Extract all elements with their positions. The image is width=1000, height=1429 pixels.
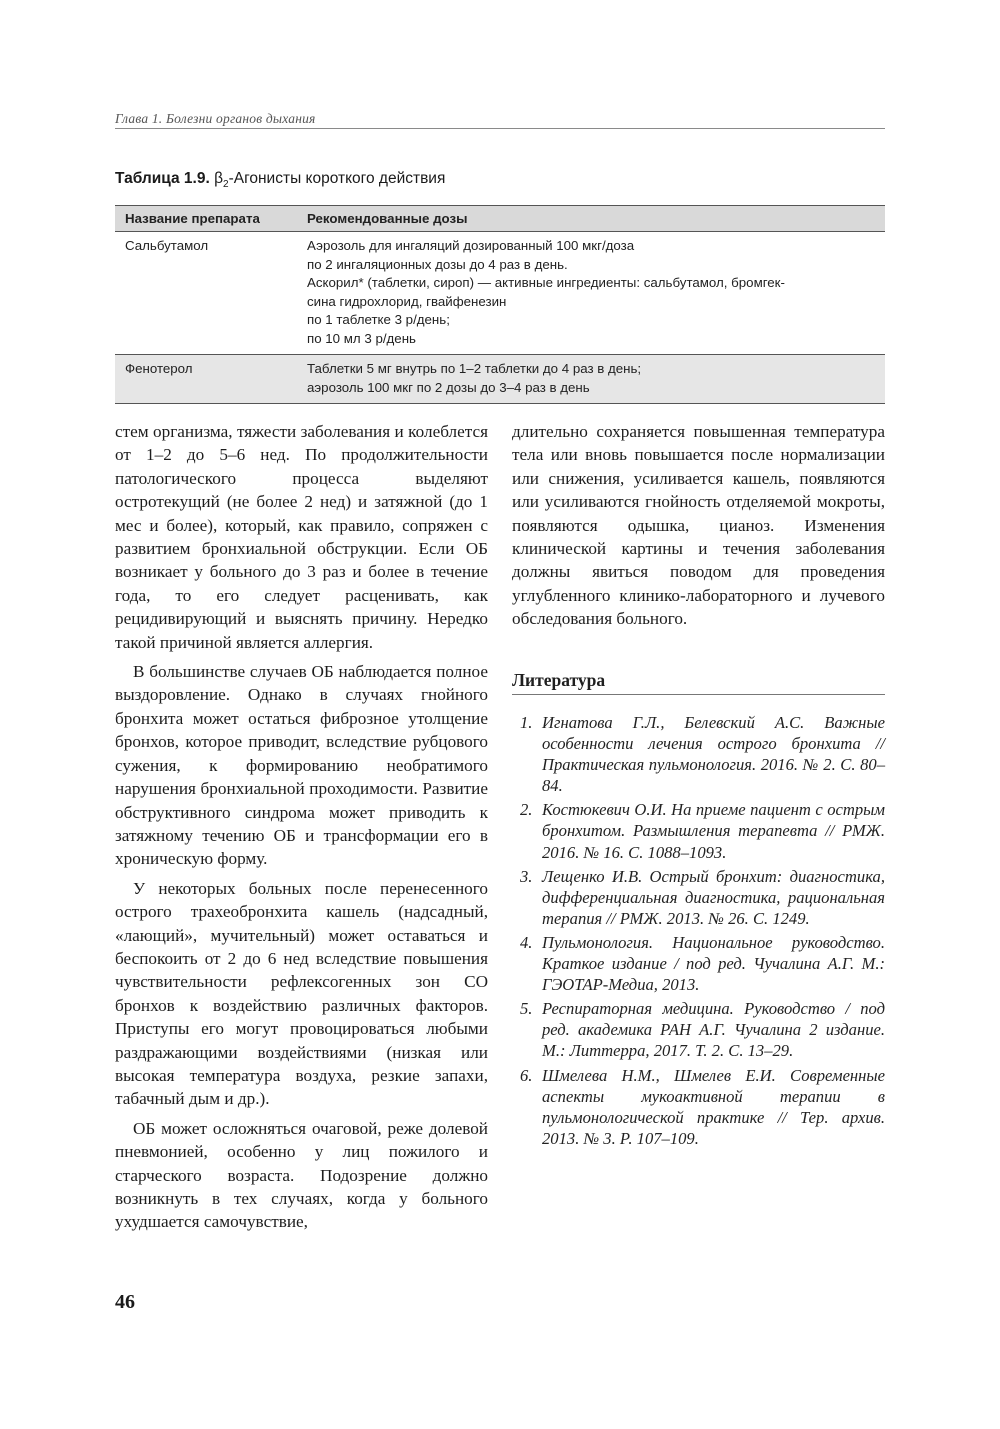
dose-line: Аскорил* (таблетки, сироп) — активные ингредиенты: сальбутамол, бромгек- bbox=[307, 275, 785, 290]
reference-item bbox=[512, 932, 885, 995]
dose-line: по 10 мл 3 р/день bbox=[307, 330, 416, 346]
reference-number: 3. bbox=[520, 866, 533, 886]
dose-line: Таблетки 5 мг внутрь по 1–2 таблетки до 4 раз в день; bbox=[307, 361, 642, 376]
dose-line: по 1 таблетке 3 р/день; bbox=[307, 312, 450, 327]
drug-doses bbox=[297, 232, 885, 355]
table-caption-subscript: 2 bbox=[223, 179, 229, 191]
table-caption-beta: β bbox=[214, 170, 223, 187]
reference-text: Лещенко И.В. Острый бронхит: диагностика, дифференциальная диагностика, рациональная терапия // РМЖ. 2013. № 26. С. 1249. bbox=[542, 866, 885, 928]
body-column-left bbox=[115, 420, 488, 1234]
drug-dosage-table bbox=[115, 205, 885, 404]
reference-number: 6. bbox=[520, 1065, 533, 1085]
body-paragraph: В большинстве случаев ОБ наблюдается полное выздоровление. Однако в случаях гнойного бронхита может остаться фиброзное утолщение бронхов, которое приводит, вследствие рубцового сужения, к формированию необратимого нарушения бронхиальной проходимости. Развитие обструктивного синдрома может приводить к затяжному течению ОБ и трансформации его в хроническую форму. bbox=[115, 662, 488, 869]
table-row bbox=[115, 232, 885, 355]
table-caption-text: -Агонисты короткого действия bbox=[228, 170, 446, 187]
body-paragraph: стем организма, тяжести заболевания и колеблется от 1–2 до 5–6 нед. По продолжительности патологического процесса выделяют остротекущий (не более 2 нед) и затяжной (до 1 мес и более), который, как правило, сопряжен с развитием бронхиальной обструкции. Если ОБ возникает у больного до 3 раз и более в течение года, то его следует расценивать, как рецидивирующий и выяснять причину. Нередко такой причиной является аллергия. bbox=[115, 422, 488, 652]
literature-heading: Литература bbox=[512, 670, 606, 690]
drug-name: Сальбутамол bbox=[125, 238, 209, 253]
table-caption bbox=[115, 170, 445, 190]
dose-line: по 2 ингаляционных дозы до 4 раз в день. bbox=[307, 256, 568, 272]
header-rule bbox=[115, 128, 885, 129]
reference-list bbox=[512, 712, 885, 1152]
literature-rule bbox=[512, 694, 885, 695]
reference-text: Респираторная медицина. Руководство / под ред. академика РАН А.Г. Чучалина 2 издание. М.: Литтерра, 2017. Т. 2. С. 13–29. bbox=[542, 999, 885, 1061]
table-row bbox=[115, 355, 885, 404]
body-paragraph: длительно сохраняется повышенная температура тела или вновь повышается после нормализации или снижения, усиливается кашель, появляются или усиливаются гнойность отделяемой мокроты, появляются одышка, цианоз. Изменения клинической картины и течения заболевания должны явиться поводом для проведения углубленного клинико-лабораторного и лучевого обследования больного. bbox=[512, 422, 885, 629]
reference-number: 4. bbox=[520, 932, 533, 952]
drug-doses bbox=[297, 355, 885, 404]
reference-item bbox=[512, 712, 885, 796]
running-head: Глава 1. Болезни органов дыхания bbox=[115, 111, 316, 126]
reference-text: Пульмонология. Национальное руководство. Краткое издание / под ред. Чучалина А.Г. М.: ГЭОТАР-Медиа, 2013. bbox=[542, 932, 885, 995]
reference-text: Игнатова Г.Л., Белевский А.С. Важные особенности лечения острого бронхита // Практическая пульмонология. 2016. № 2. С. 80–84. bbox=[542, 713, 885, 796]
reference-item bbox=[512, 799, 885, 862]
table-header-row bbox=[115, 206, 885, 232]
table-header-doses: Рекомендованные дозы bbox=[297, 206, 885, 232]
dose-line: сина гидрохлорид, гвайфенезин bbox=[307, 293, 507, 309]
dose-line: аэрозоль 100 мкг по 2 дозы до 3–4 раз в день bbox=[307, 379, 590, 395]
body-paragraph: ОБ может осложняться очаговой, реже долевой пневмонией, особенно у лиц пожилого и старческого возраста. Подозрение должно возникнуть в тех случаях, когда у больного ухудшается самочувствие, bbox=[115, 1118, 488, 1232]
body-column-right bbox=[512, 420, 885, 631]
dose-line: Аэрозоль для ингаляций дозированный 100 мкг/доза bbox=[307, 238, 635, 253]
table-header-drug-name: Название препарата bbox=[115, 206, 297, 232]
table-caption-label: Таблица 1.9. bbox=[115, 170, 210, 187]
drug-name: Фенотерол bbox=[115, 355, 297, 404]
body-paragraph: У некоторых больных после перенесенного острого трахеобронхита кашель (надсадный, «лающий», мучительный) может оставаться и беспокоить от 2 до 6 нед вследствие повышения чувствительности рефлексогенных зон СО бронхов к воздействию различных факторов. Приступы его могут провоцироваться любыми раздражающими воздействиями (низкая или высокая температура воздуха, резкие запахи, табачный дым и др.). bbox=[115, 878, 488, 1109]
reference-text: Костюкевич О.И. На приеме пациент с острым бронхитом. Размышления терапевта // РМЖ. 2016. № 16. С. 1088–1093. bbox=[542, 800, 885, 862]
page-number: 46 bbox=[115, 1291, 135, 1313]
reference-text: Шмелева Н.М., Шмелев Е.И. Современные аспекты мукоактивной терапии в пульмонологической практике // Тер. архив. 2013. № 3. Р. 107–109. bbox=[542, 1065, 885, 1148]
reference-item bbox=[512, 998, 885, 1061]
reference-item bbox=[512, 866, 885, 929]
reference-item bbox=[512, 1065, 885, 1149]
reference-number: 1. bbox=[520, 713, 533, 732]
reference-number: 5. bbox=[520, 999, 533, 1019]
reference-number: 2. bbox=[520, 800, 533, 820]
